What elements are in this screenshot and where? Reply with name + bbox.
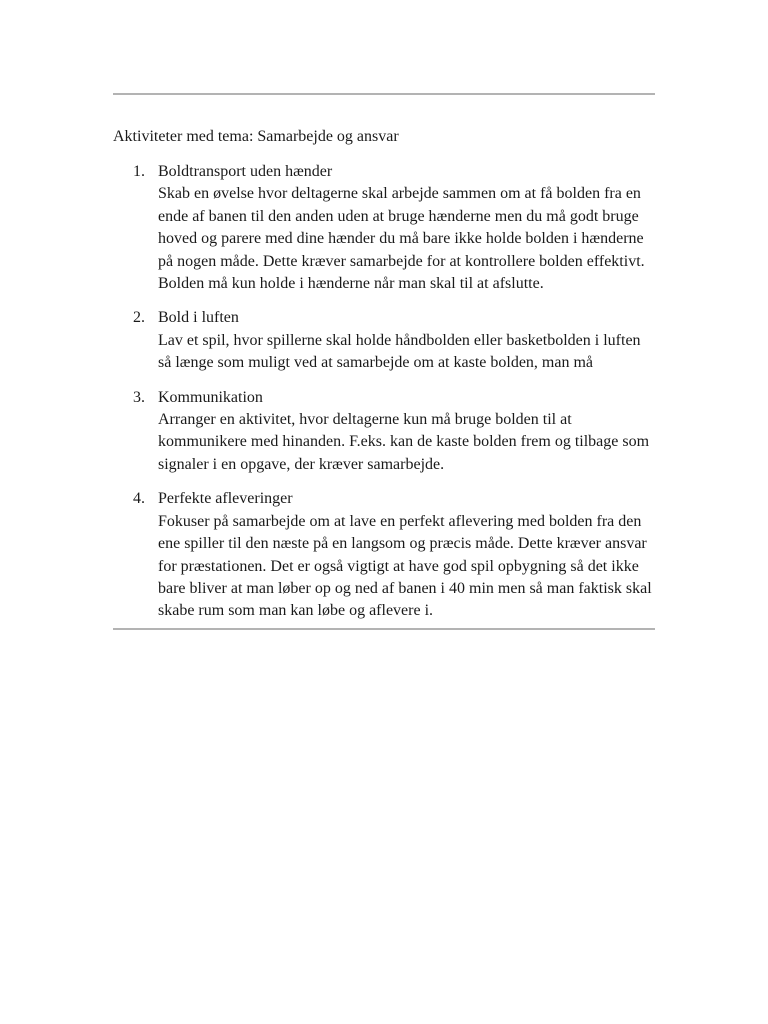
item-body: Arranger en aktivitet, hvor deltagerne kun må bruge bolden til at kommunikere med hinanden. F.eks. kan de kaste bolden frem og tilbage som signaler i en opgave, der kræver samarbejde. xyxy=(158,411,650,473)
item-number: 2. xyxy=(133,309,145,327)
activity-list xyxy=(113,161,655,623)
item-title: Kommunikation xyxy=(158,388,263,406)
item-title: Bold i luften xyxy=(158,309,239,327)
list-item xyxy=(113,387,655,477)
item-title: Perfekte afleveringer xyxy=(158,490,293,508)
item-body: Fokuser på samarbejde om at lave en perfekt aflevering med bolden fra den ene spiller til den næste på en langsom og præcis måde. Dette kræver ansvar for præstationen. Det er også vigtigt at have god spil opbygning så det ikke bare bliver at man løber op og ned af banen i 40 min men så man faktisk skal skabe rum som man kan løbe og aflevere i. xyxy=(158,512,652,620)
item-number: 4. xyxy=(133,490,145,508)
list-item xyxy=(113,161,655,295)
top-divider xyxy=(113,93,655,95)
item-body: Skab en øvelse hvor deltagerne skal arbejde sammen om at få bolden fra en ende af banen til den anden uden at bruge hænderne men du må godt bruge hoved og parere med dine hænder du må bare ikke holde bolden i hænderne på nogen måde. Dette kræver samarbejde for at kontrollere bolden effektivt. Bolden må kun holde i hænderne når man skal til at afslutte. xyxy=(158,185,645,293)
list-item xyxy=(113,307,655,374)
item-body: Lav et spil, hvor spillerne skal holde håndbolden eller basketbolden i luften så længe som muligt ved at samarbejde om at kaste bolden, man må xyxy=(158,331,641,372)
document-heading: Aktiviteter med tema: Samarbejde og ansvar xyxy=(113,128,399,145)
document-page xyxy=(113,93,655,630)
item-number: 3. xyxy=(133,388,145,406)
item-title: Boldtransport uden hænder xyxy=(158,163,333,180)
bottom-divider xyxy=(113,628,655,630)
item-number: 1. xyxy=(133,163,145,180)
list-item xyxy=(113,488,655,622)
